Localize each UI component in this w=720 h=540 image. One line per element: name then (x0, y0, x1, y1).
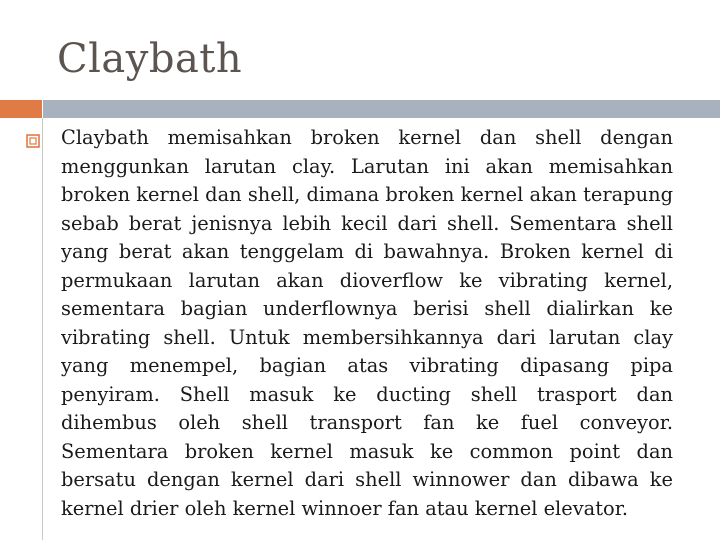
vertical-divider (42, 118, 43, 540)
slide-title: Claybath (57, 36, 243, 82)
square-bullet-icon (25, 133, 41, 149)
accent-bar (0, 100, 42, 118)
title-divider-bar (43, 100, 720, 118)
bullet-text: Claybath memisahkan broken kernel dan shell dengan menggunkan larutan clay. Larutan ini akan memisahkan broken kernel dan shell, dimana broken kernel akan terapung sebab berat jenisnya lebih kecil dari shell. Sementara shell yang berat akan tenggelam di bawahnya. Broken kernel di permukaan larutan akan dioverflow ke vibrating kernel, sementara bagian underflownya berisi shell dialirkan ke vibrating shell. Untuk membersihkannya dari larutan clay yang menempel, bagian atas vibrating dipasang pipa penyiram. Shell masuk ke ducting shell trasport dan dihembus oleh shell transport fan ke fuel conveyor. Sementara broken kernel masuk ke common point dan bersatu dengan kernel dari shell winnower dan dibawa ke kernel drier oleh kernel winnoer fan atau kernel elevator. (61, 126, 673, 520)
